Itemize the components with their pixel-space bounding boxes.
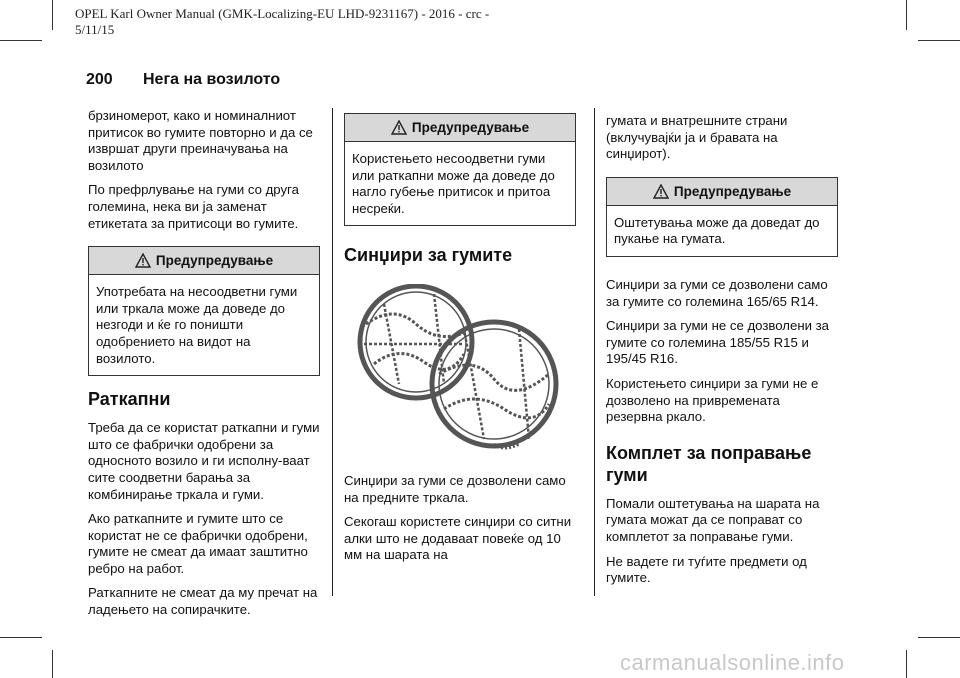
column-3: [606, 113, 838, 595]
warning-header: [607, 178, 837, 206]
paragraph: Синџири за гуми не се дозволени за гумите со големина 185/55 R15 и 195/45 R16.: [606, 318, 830, 367]
warning-triangle-icon: [391, 120, 407, 135]
crop-mark: [918, 40, 960, 41]
watermark-logo: carmanualsonline.info: [620, 650, 845, 675]
crop-mark: [0, 40, 42, 41]
document-header: OPEL Karl Owner Manual (GMK-Localizing-EU LHD-9231167) - 2016 - crc - 5/11/15: [75, 6, 490, 37]
warning-triangle-icon: [135, 253, 151, 268]
paragraph: Треба да се користат раткапни и гуми што се фабрички одобрени за односното возило и ги исполну-ваат сите соодветни барања за комбинирање тркала и гуми.: [88, 420, 320, 502]
paragraph: Раткапните не смеат да му пречат на ладењето на сопирачките.: [88, 585, 318, 618]
column-1: [88, 108, 320, 627]
warning-box: [606, 177, 838, 257]
paragraph: гумата и внатрешните страни (вклучувајќи ја и бравата на синџирот).: [606, 113, 788, 162]
section-heading: Комплет за поправање гуми: [606, 442, 812, 485]
section-heading: Синџири за гумите: [344, 245, 513, 266]
section-heading: Раткапни: [88, 389, 171, 410]
paragraph: Не вадете ги туѓите предмети од гумите.: [606, 553, 807, 586]
column-divider: [594, 108, 595, 596]
warning-title: Предупредување: [673, 183, 792, 199]
page-number: 200: [86, 71, 113, 88]
paragraph: Користењето синџири за гуми не е дозволено на привремената резервна ркало.: [606, 375, 819, 425]
snow-chains-illustration: [344, 284, 576, 454]
paragraph: Помали оштетувања на шарата на гумата можат да се поправат со комплетот за поправање гуми.: [606, 495, 820, 544]
warning-title: Предупредување: [411, 120, 530, 135]
warning-text: Употребата на несоодветни гуми или тркала може да доведе до незгоди и ќе го поништи одобрението на видот на возилото.: [96, 284, 298, 366]
warning-title: Предупредување: [155, 253, 274, 269]
crop-mark: [0, 637, 42, 638]
column-divider: [332, 108, 333, 596]
paragraph: Ако раткапните и гумите што се користат не се фабрички одобрени, гумите не смеат да имаат заштитно ребро на работ.: [88, 511, 308, 576]
crop-mark: [52, 0, 53, 30]
paragraph: Синџири за гуми се дозволени само на предните тркала.: [344, 472, 566, 505]
paragraph: брзиномерот, како и номиналниот притисок во гумите повторно и да се извршат други преиначувања на возилото: [88, 108, 313, 173]
warning-header: [89, 247, 319, 275]
crop-mark: [918, 637, 960, 638]
crop-mark: [906, 650, 907, 678]
crop-mark: [906, 0, 907, 30]
warning-text: Оштетувања може да доведат до пукање на гумата.: [614, 214, 820, 247]
warning-header: [345, 114, 575, 142]
warning-box: [88, 246, 320, 376]
paragraph: Синџири за гуми се дозволени само за гумите со големина 165/65 R14.: [606, 276, 828, 309]
warning-box: [344, 113, 576, 226]
paragraph: По префрлување на гуми со друга големина, нека ви ја заменат етикетата за притисоци во гумите.: [88, 182, 299, 231]
crop-mark: [52, 650, 53, 678]
column-2: [344, 108, 576, 572]
page-title: Нега на возилото: [143, 71, 281, 88]
warning-triangle-icon: [653, 184, 669, 199]
paragraph: Секогаш користете синџири со ситни алки што не додаваат повеќе од 10 мм на шарата на: [344, 514, 572, 563]
warning-text: Користењето несоодветни гуми или раткапни може да доведе до нагло губење притисок и притоа несреќи.: [352, 151, 555, 216]
